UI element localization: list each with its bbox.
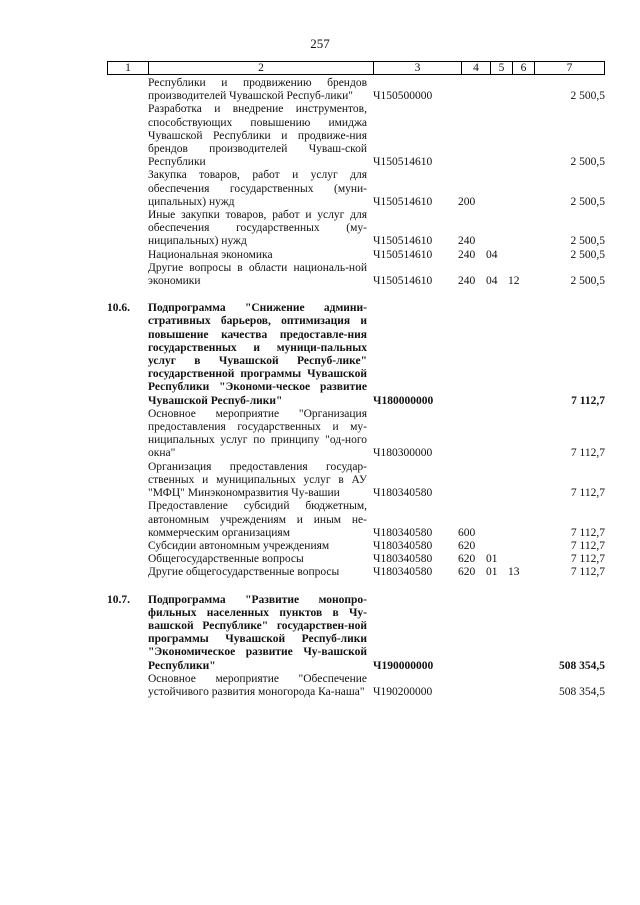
row-name: Иные закупки товаров, работ и услуг для обеспечения государственных (му-ниципальных) нужд	[148, 209, 367, 248]
row-amount: 2 500,5	[570, 248, 605, 261]
row-name: Подпрограмма "Снижение админи-стративных барьеров, оптимизация и повышение качества предоставле-ния государственных и муници-пальных услуг в Чувашской Респуб-лике" государственной программы Чувашской Республики "Экономи-ческое развитие Чувашской Респуб-лики"	[148, 302, 367, 407]
row-name: Национальная экономика	[148, 248, 273, 261]
row-amount: 7 112,7	[570, 539, 605, 552]
row-number: 10.7.	[107, 593, 130, 606]
row-code: Ч150500000	[373, 90, 433, 103]
header-col-4: 4	[462, 62, 491, 74]
row-code: Ч180340580	[373, 539, 433, 552]
row-code: Ч180340580	[373, 566, 433, 579]
row-amount: 7 112,7	[570, 447, 605, 460]
row-code: Ч150514610	[373, 156, 433, 169]
row-code: Ч150514610	[373, 248, 433, 261]
row-name: Общегосударственные вопросы	[148, 553, 304, 566]
table-row	[107, 500, 605, 540]
row-amount: 508 354,5	[559, 685, 605, 698]
row-expense-type: 600	[458, 526, 476, 539]
row-name: Основное мероприятие "Организация предоставления государственных и му-ниципальных услуг по принципу "од-ного окна"	[148, 407, 367, 460]
row-expense-type: 240	[458, 275, 476, 288]
row-code: Ч180340580	[373, 526, 433, 539]
row-name: Закупка товаров, работ и услуг для обеспечения государственных (муни-ципальных) нужд	[148, 169, 367, 208]
row-amount: 2 500,5	[570, 195, 605, 208]
table-row	[107, 594, 605, 673]
row-name: Разработка и внедрение инструментов, способствующих повышению имиджа Чувашской Республики и продвиже-ния брендов производителей Чуваш-ской Республики	[148, 103, 367, 169]
row-code: Ч180300000	[373, 447, 433, 460]
row-amount: 508 354,5	[559, 659, 605, 672]
row-amount: 7 112,7	[570, 553, 605, 566]
header-col-3: 3	[374, 62, 462, 74]
row-code: Ч180340580	[373, 487, 433, 500]
table-row	[107, 673, 605, 699]
header-col-1: 1	[108, 62, 149, 74]
row-amount: 2 500,5	[570, 275, 605, 288]
row-expense-type: 620	[458, 539, 476, 552]
row-expense-type: 620	[458, 553, 476, 566]
row-name: Организация предоставления государ-ственных и муниципальных услуг в АУ "МФЦ" Минэкономразвития Чу-вашии	[148, 460, 367, 500]
header-col-6: 6	[513, 62, 535, 74]
header-col-5: 5	[491, 62, 513, 74]
row-amount: 7 112,7	[570, 526, 605, 539]
row-code: Ч150514610	[373, 195, 433, 208]
row-expense-type: 240	[458, 248, 476, 261]
row-name: Основное мероприятие "Обеспечение устойчивого развития моногорода Ка-наша"	[148, 672, 367, 698]
row-name: Другие общегосударственные вопросы	[148, 566, 340, 579]
row-amount: 2 500,5	[570, 235, 605, 248]
table-row	[107, 169, 605, 209]
table-row	[107, 302, 605, 408]
table-row	[107, 553, 605, 566]
row-section: 04	[486, 248, 498, 261]
row-amount: 2 500,5	[570, 156, 605, 169]
row-name: Подпрограмма "Развитие монопро-фильных населенных пунктов в Чу-вашской Республике" государствен-ной программы Чувашской Респуб-лики "Экономическое развитие Чу-вашской Республики"	[148, 593, 367, 672]
table-row	[107, 103, 605, 169]
row-code: Ч150514610	[373, 275, 433, 288]
row-expense-type: 200	[458, 195, 476, 208]
row-amount: 7 112,7	[570, 566, 605, 579]
row-name: Республики и продвижению брендов производителей Чувашской Респуб-лики"	[148, 77, 367, 103]
table-row	[107, 262, 605, 288]
row-code: Ч180340580	[373, 553, 433, 566]
table-row	[107, 540, 605, 553]
page-number: 257	[310, 36, 330, 51]
row-section: 01	[486, 553, 498, 566]
row-section: 04	[486, 275, 498, 288]
row-amount: 7 112,7	[570, 487, 605, 500]
table-row	[107, 566, 605, 579]
table-header	[107, 61, 605, 75]
row-code: Ч190000000	[373, 659, 434, 672]
table-row	[107, 461, 605, 501]
header-col-7: 7	[566, 62, 573, 74]
row-expense-type: 620	[458, 566, 476, 579]
row-number: 10.6.	[107, 302, 130, 315]
row-code: Ч190200000	[373, 685, 433, 698]
table-body	[107, 77, 605, 699]
row-section: 01	[486, 566, 498, 579]
table-row	[107, 209, 605, 249]
table-row	[107, 77, 605, 103]
row-name: Предоставление субсидий бюджетным, автономным учреждениям и иным не-коммерческим организациям	[148, 500, 367, 539]
row-expense-type: 240	[458, 235, 476, 248]
row-amount: 7 112,7	[571, 394, 605, 407]
row-code: Ч180000000	[373, 394, 434, 407]
row-name: Другие вопросы в области националь-ной экономики	[148, 261, 367, 288]
row-name: Субсидии автономным учреждениям	[148, 539, 330, 552]
row-subsection: 12	[508, 275, 520, 288]
row-amount: 2 500,5	[570, 90, 605, 103]
table-row	[107, 249, 605, 262]
table-row	[107, 408, 605, 461]
header-col-2: 2	[149, 62, 374, 74]
row-subsection: 13	[508, 566, 520, 579]
row-code: Ч150514610	[373, 235, 433, 248]
